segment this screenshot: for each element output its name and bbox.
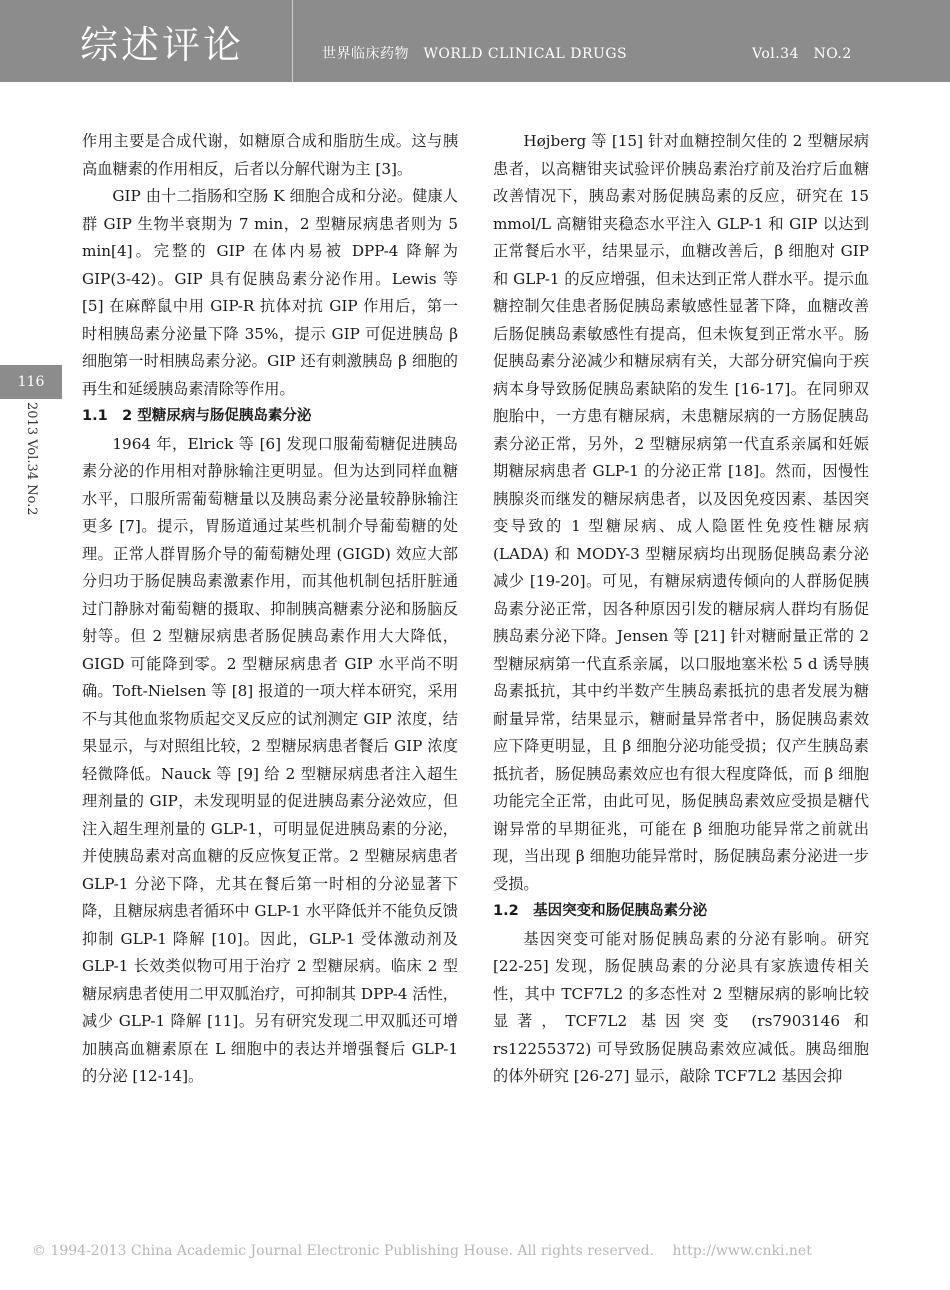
page-header (0, 0, 950, 82)
section-title: 综述评论 (80, 23, 245, 67)
page-number: 116 (0, 365, 62, 399)
left-column (82, 128, 458, 1091)
paragraph: 作用主要是合成代谢，如糖原合成和脂肪生成。这与胰高血糖素的作用相反，后者以分解代谢为主 [3]。 (82, 132, 458, 178)
journal-name: 世界临床药物 WORLD CLINICAL DRUGS (322, 46, 628, 62)
paragraph: 基因突变可能对肠促胰岛素的分泌有影响。研究 [22-25] 发现，肠促胰岛素的分泌具有家族遗传相关性，其中 TCF7L2 的多态性对 2 型糖尿病的影响比较显著，TCF7L2 基因突变 (rs7903146 和 rs12255372) 可导致肠促胰岛素效应减低。胰岛细胞的体外研究 [26-27] 显示，敲除 TCF7L2 基因会抑 (493, 929, 869, 1085)
paragraph: 1964 年，Elrick 等 [6] 发现口服葡萄糖促进胰岛素分泌的作用相对静脉输注更明显。但为达到同样血糖水平，口服所需葡萄糖量以及胰岛素分泌量较静脉输注更多 [7]。提示，胃肠道通过某些机制介导葡萄糖的处理。正常人群胃肠介导的葡萄糖处理 (GIGD) 效应大部分归功于肠促胰岛素激素作用，而其他机制包括肝脏通过门静脉对葡萄糖的摄取、抑制胰高糖素分泌和肠脑反射等。但 2 型糖尿病患者肠促胰岛素作用大大降低，GIGD 可能降到零。2 型糖尿病患者 GIP 水平尚不明确。Toft-Nielsen 等 [8] 报道的一项大样本研究，采用不与其他血浆物质起交叉反应的试剂测定 GIP 浓度，结果显示，与对照组比较，2 型糖尿病患者餐后 GIP 浓度轻微降低。Nauck 等 [9] 给 2 型糖尿病患者注入超生理剂量的 GIP，未发现明显的促进胰岛素分泌效应，但注入超生理剂量的 GLP-1，可明显促进胰岛素的分泌，并使胰岛素对高血糖的反应恢复正常。2 型糖尿病患者 GLP-1 分泌下降，尤其在餐后第一时相的分泌显著下降，且糖尿病患者循环中 GLP-1 水平降低并不能负反馈抑制 GLP-1 降解 [10]。因此，GLP-1 受体激动剂及 GLP-1 长效类似物可用于治疗 2 型糖尿病。临床 2 型糖尿病患者使用二甲双胍治疗，可抑制其 DPP-4 活性，减少 GLP-1 降解 [11]。另有研究发现二甲双胍还可增加胰高血糖素原在 L 细胞中的表达并增强餐后 GLP-1 的分泌 [12-14]。 (82, 434, 458, 1085)
paragraph: GIP 由十二指肠和空肠 K 细胞合成和分泌。健康人群 GIP 生物半衰期为 7 min，2 型糖尿病患者则为 5 min[4]。完整的 GIP 在体内易被 DPP-4 降解为 GIP(3-42)。GIP 具有促胰岛素分泌作用。Lewis 等 [5] 在麻醉鼠中用 GIP-R 抗体对抗 GIP 作用后，第一时相胰岛素分泌量下降 35%，提示 GIP 可促进胰岛 β 细胞第一时相胰岛素分泌。GIP 还有刺激胰岛 β 细胞的再生和延缓胰岛素清除等作用。 (82, 187, 458, 398)
right-column (493, 128, 869, 1091)
section-heading: 1.2 基因突变和肠促胰岛素分泌 (493, 903, 708, 919)
volume-info: Vol.34 NO.2 (752, 46, 852, 62)
copyright-footer: © 1994-2013 China Academic Journal Electronic Publishing House. All rights reserved. http://www.cnki.net (32, 1243, 812, 1259)
paragraph: Højberg 等 [15] 针对血糖控制欠佳的 2 型糖尿病患者，以高糖钳夹试验评价胰岛素治疗前及治疗后血糖改善情况下，胰岛素对肠促胰岛素的反应，研究在 15 mmol/L 高糖钳夹稳态水平注入 GLP-1 和 GIP 以达到正常餐后水平，结果显示，血糖改善后，β 细胞对 GIP 和 GLP-1 的反应增强，但未达到正常人群水平。提示血糖控制欠佳患者肠促胰岛素敏感性显著下降，血糖改善后肠促胰岛素敏感性有提高，但未恢复到正常水平。肠促胰岛素分泌减少和糖尿病有关，大部分研究偏向于疾病本身导致肠促胰岛素缺陷的发生 [16-17]。在同卵双胞胎中，一方患有糖尿病，未患糖尿病的一方肠促胰岛素分泌正常，另外，2 型糖尿病第一代直系亲属和妊娠期糖尿病患者 GLP-1 的分泌正常 [18]。然而，因慢性胰腺炎而继发的糖尿病患者，以及因免疫因素、基因突变导致的 1 型糖尿病、成人隐匿性免疫性糖尿病 (LADA) 和 MODY-3 型糖尿病均出现肠促胰岛素分泌减少 [19-20]。可见，有糖尿病遗传倾向的人群肠促胰岛素分泌正常，因各种原因引发的糖尿病人群均有肠促胰岛素分泌下降。Jensen 等 [21] 针对糖耐量正常的 2 型糖尿病第一代直系亲属，以口服地塞米松 5 d 诱导胰岛素抵抗，其中约半数产生胰岛素抵抗的患者发展为糖耐量异常，结果显示，糖耐量异常者中，肠促胰岛素效应下降更明显，且 β 细胞分泌功能受损；仅产生胰岛素抵抗者，肠促胰岛素效应也有很大程度降低，而 β 细胞功能完全正常，由此可见，肠促胰岛素效应受损是糖代谢异常的早期征兆，可能在 β 细胞功能异常之前就出现，当出现 β 细胞功能异常时，肠促胰岛素分泌进一步受损。 (493, 132, 869, 893)
vertical-volume-label: 2013 Vol.34 No.2 (24, 402, 39, 516)
header-divider (292, 0, 293, 82)
section-heading: 1.1 2 型糖尿病与肠促胰岛素分泌 (82, 408, 312, 424)
